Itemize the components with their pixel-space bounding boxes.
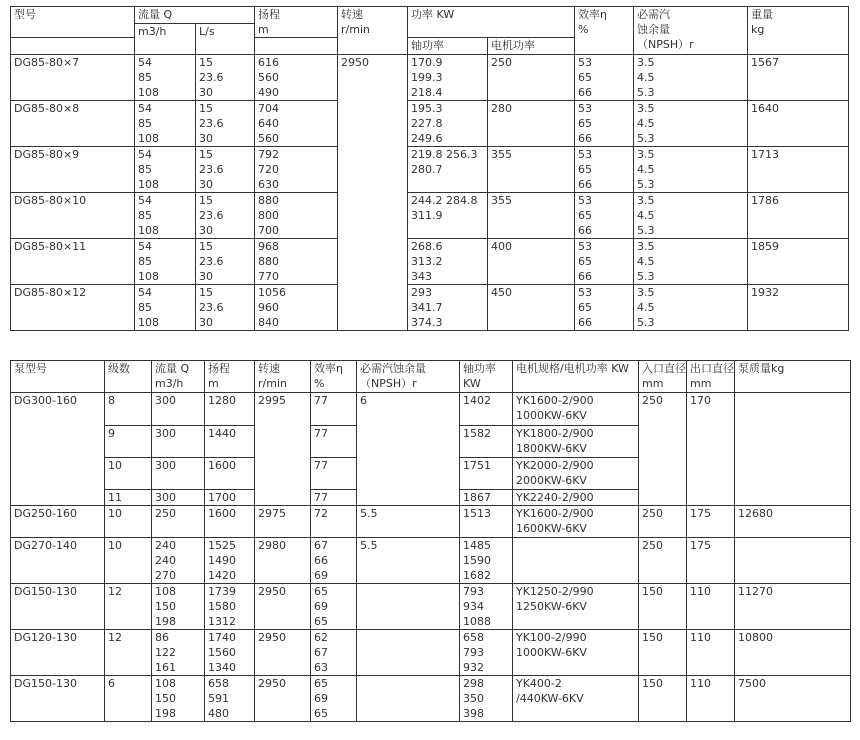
inlet-cell: 250 <box>639 506 687 538</box>
header-outlet: 出口直径 mm <box>687 361 735 393</box>
shaft-power-cell: 1582 <box>460 426 513 458</box>
npsh-cell: 5.5 <box>357 538 460 584</box>
stages-cell: 11 <box>105 490 152 506</box>
npsh-cell: 3.5 4.5 5.3 <box>634 101 748 147</box>
head-cell: 1600 <box>205 506 255 538</box>
efficiency-cell: 53 65 66 <box>575 101 634 147</box>
weight-cell: 1859 <box>748 239 849 285</box>
mass-cell: 11270 <box>735 584 851 630</box>
flow-m3h-cell: 54 85 108 <box>135 55 196 101</box>
shaft-power-cell: 1751 <box>460 458 513 490</box>
table-row <box>11 393 851 426</box>
outlet-cell: 110 <box>687 584 735 630</box>
table-row <box>11 630 851 676</box>
outlet-cell: 110 <box>687 630 735 676</box>
table-row <box>11 538 851 584</box>
speed-cell: 2995 <box>255 393 311 506</box>
header-efficiency: 效率η % <box>575 7 634 55</box>
flow-m3h-cell: 54 85 108 <box>135 101 196 147</box>
header-weight: 重量 kg <box>748 7 849 55</box>
flow-cell: 300 <box>152 393 205 426</box>
flow-m3h-cell: 54 85 108 <box>135 239 196 285</box>
mass-cell <box>735 538 851 584</box>
motor-power-cell: 355 <box>488 193 575 239</box>
inlet-cell: 250 <box>639 393 687 506</box>
table-row <box>11 193 849 239</box>
stages-cell: 10 <box>105 506 152 538</box>
speed-cell: 2950 <box>338 55 408 331</box>
speed-cell: 2950 <box>255 584 311 630</box>
head-cell: 1600 <box>205 458 255 490</box>
motor-power-cell: 355 <box>488 147 575 193</box>
flow-cell: 86 122 161 <box>152 630 205 676</box>
outlet-cell: 175 <box>687 506 735 538</box>
header-flow-m3h: m3/h <box>135 24 196 55</box>
table-row <box>11 584 851 630</box>
header-head: 扬程 m <box>255 7 338 38</box>
model-cell: DG85-80×11 <box>11 239 135 285</box>
shaft-power-cell: 293 341.7 374.3 <box>408 285 488 331</box>
model-cell: DG270-140 <box>11 538 105 584</box>
npsh-cell: 3.5 4.5 5.3 <box>634 285 748 331</box>
efficiency-cell: 72 <box>311 506 357 538</box>
model-cell: DG300-160 <box>11 393 105 506</box>
flow-ls-cell: 15 23.6 30 <box>196 101 255 147</box>
inlet-cell: 250 <box>639 538 687 584</box>
motor-cell: YK400-2 /440KW-6KV <box>513 676 639 722</box>
model-cell: DG150-130 <box>11 676 105 722</box>
weight-cell: 1640 <box>748 101 849 147</box>
flow-ls-cell: 15 23.6 30 <box>196 55 255 101</box>
header-motor-power: 电机功率 <box>488 38 575 55</box>
head-cell: 1056 960 840 <box>255 285 338 331</box>
speed-cell: 2980 <box>255 538 311 584</box>
header-row <box>11 361 851 393</box>
flow-ls-cell: 15 23.6 30 <box>196 193 255 239</box>
model-cell: DG85-80×7 <box>11 55 135 101</box>
table-row <box>11 676 851 722</box>
header-power: 功率 KW <box>408 7 575 38</box>
table-row <box>11 506 851 538</box>
npsh-cell <box>357 630 460 676</box>
flow-m3h-cell: 54 85 108 <box>135 193 196 239</box>
header-model: 泵型号 <box>11 361 105 393</box>
stages-cell: 8 <box>105 393 152 426</box>
header-head-spacer <box>255 38 338 55</box>
shaft-power-cell: 1513 <box>460 506 513 538</box>
motor-cell: YK1800-2/900 1800KW-6KV <box>513 426 639 458</box>
motor-cell: YK1600-2/900 1000KW-6KV <box>513 393 639 426</box>
flow-cell: 240 240 270 <box>152 538 205 584</box>
shaft-power-cell: 219.8 256.3 280.7 <box>408 147 488 193</box>
table-row <box>11 239 849 285</box>
npsh-cell: 3.5 4.5 5.3 <box>634 147 748 193</box>
weight-cell: 1786 <box>748 193 849 239</box>
shaft-power-cell: 244.2 284.8 311.9 <box>408 193 488 239</box>
shaft-power-cell: 658 793 932 <box>460 630 513 676</box>
inlet-cell: 150 <box>639 630 687 676</box>
header-head: 扬程 m <box>205 361 255 393</box>
weight-cell: 1567 <box>748 55 849 101</box>
header-efficiency: 效率η % <box>311 361 357 393</box>
outlet-cell: 110 <box>687 676 735 722</box>
header-speed: 转速 r/min <box>255 361 311 393</box>
speed-cell: 2950 <box>255 630 311 676</box>
model-cell: DG250-160 <box>11 506 105 538</box>
head-cell: 1700 <box>205 490 255 506</box>
npsh-cell <box>357 676 460 722</box>
stages-cell: 9 <box>105 426 152 458</box>
npsh-cell <box>357 584 460 630</box>
efficiency-cell: 77 <box>311 393 357 426</box>
shaft-power-cell: 170.9 199.3 218.4 <box>408 55 488 101</box>
motor-power-cell: 250 <box>488 55 575 101</box>
header-stages: 级数 <box>105 361 152 393</box>
header-npsh: 必需汽蚀余量 （NPSH）r <box>357 361 460 393</box>
motor-cell <box>513 538 639 584</box>
motor-cell: YK1600-2/900 1600KW-6KV <box>513 506 639 538</box>
header-inlet: 入口直径 mm <box>639 361 687 393</box>
table-row <box>11 147 849 193</box>
mass-cell: 7500 <box>735 676 851 722</box>
npsh-cell: 3.5 4.5 5.3 <box>634 239 748 285</box>
efficiency-cell: 53 65 66 <box>575 147 634 193</box>
stages-cell: 10 <box>105 538 152 584</box>
motor-power-cell: 280 <box>488 101 575 147</box>
flow-m3h-cell: 54 85 108 <box>135 147 196 193</box>
efficiency-cell: 53 65 66 <box>575 55 634 101</box>
head-cell: 968 880 770 <box>255 239 338 285</box>
npsh-cell: 5.5 <box>357 506 460 538</box>
motor-cell: YK2240-2/900 <box>513 490 639 506</box>
head-cell: 704 640 560 <box>255 101 338 147</box>
header-flow-ls: L/s <box>196 24 255 55</box>
flow-cell: 300 <box>152 490 205 506</box>
head-cell: 1280 <box>205 393 255 426</box>
header-flow: 流量 Q <box>135 7 255 24</box>
stages-cell: 10 <box>105 458 152 490</box>
flow-ls-cell: 15 23.6 30 <box>196 239 255 285</box>
motor-cell: YK2000-2/900 2000KW-6KV <box>513 458 639 490</box>
efficiency-cell: 77 <box>311 490 357 506</box>
model-cell: DG150-130 <box>11 584 105 630</box>
header-model-spacer <box>11 38 135 55</box>
stages-cell: 12 <box>105 584 152 630</box>
motor-cell: YK1250-2/990 1250KW-6KV <box>513 584 639 630</box>
efficiency-cell: 65 69 65 <box>311 584 357 630</box>
model-cell: DG85-80×9 <box>11 147 135 193</box>
stages-cell: 12 <box>105 630 152 676</box>
model-cell: DG85-80×8 <box>11 101 135 147</box>
mass-cell: 12680 <box>735 506 851 538</box>
head-cell: 880 800 700 <box>255 193 338 239</box>
efficiency-cell: 53 65 66 <box>575 285 634 331</box>
shaft-power-cell: 1402 <box>460 393 513 426</box>
efficiency-cell: 77 <box>311 458 357 490</box>
weight-cell: 1932 <box>748 285 849 331</box>
head-cell: 1525 1490 1420 <box>205 538 255 584</box>
flow-ls-cell: 15 23.6 30 <box>196 147 255 193</box>
efficiency-cell: 77 <box>311 426 357 458</box>
motor-power-cell: 450 <box>488 285 575 331</box>
header-speed: 转速 r/min <box>338 7 408 55</box>
pump-spec-table-dg85 <box>10 6 849 331</box>
mass-cell: 10800 <box>735 630 851 676</box>
outlet-cell: 170 <box>687 393 735 506</box>
model-cell: DG85-80×12 <box>11 285 135 331</box>
pump-spec-table-dg-large <box>10 360 851 722</box>
head-cell: 658 591 480 <box>205 676 255 722</box>
weight-cell: 1713 <box>748 147 849 193</box>
inlet-cell: 150 <box>639 584 687 630</box>
flow-cell: 108 150 198 <box>152 584 205 630</box>
speed-cell: 2950 <box>255 676 311 722</box>
npsh-cell: 6 <box>357 393 460 506</box>
motor-cell: YK100-2/990 1000KW-6KV <box>513 630 639 676</box>
model-cell: DG120-130 <box>11 630 105 676</box>
model-cell: DG85-80×10 <box>11 193 135 239</box>
shaft-power-cell: 793 934 1088 <box>460 584 513 630</box>
efficiency-cell: 62 67 63 <box>311 630 357 676</box>
head-cell: 616 560 490 <box>255 55 338 101</box>
flow-cell: 300 <box>152 458 205 490</box>
header-npsh: 必需汽 蚀余量 （NPSH）r <box>634 7 748 55</box>
stages-cell: 6 <box>105 676 152 722</box>
efficiency-cell: 67 66 69 <box>311 538 357 584</box>
speed-cell: 2975 <box>255 506 311 538</box>
head-cell: 1740 1560 1340 <box>205 630 255 676</box>
outlet-cell: 175 <box>687 538 735 584</box>
head-cell: 1739 1580 1312 <box>205 584 255 630</box>
flow-ls-cell: 15 23.6 30 <box>196 285 255 331</box>
head-cell: 792 720 630 <box>255 147 338 193</box>
flow-m3h-cell: 54 85 108 <box>135 285 196 331</box>
efficiency-cell: 65 69 65 <box>311 676 357 722</box>
table-row <box>11 55 849 101</box>
shaft-power-cell: 1867 <box>460 490 513 506</box>
header-motor: 电机规格/电机功率 KW <box>513 361 639 393</box>
npsh-cell: 3.5 4.5 5.3 <box>634 193 748 239</box>
motor-power-cell: 400 <box>488 239 575 285</box>
header-shaft-power: 轴功率 KW <box>460 361 513 393</box>
shaft-power-cell: 298 350 398 <box>460 676 513 722</box>
flow-cell: 108 150 198 <box>152 676 205 722</box>
efficiency-cell: 53 65 66 <box>575 239 634 285</box>
header-flow: 流量 Q m3/h <box>152 361 205 393</box>
shaft-power-cell: 268.6 313.2 343 <box>408 239 488 285</box>
shaft-power-cell: 1485 1590 1682 <box>460 538 513 584</box>
header-model: 型号 <box>11 7 135 38</box>
mass-cell <box>735 393 851 506</box>
efficiency-cell: 53 65 66 <box>575 193 634 239</box>
table-row <box>11 101 849 147</box>
header-shaft-power: 轴功率 <box>408 38 488 55</box>
head-cell: 1440 <box>205 426 255 458</box>
flow-cell: 250 <box>152 506 205 538</box>
header-mass: 泵质量kg <box>735 361 851 393</box>
flow-cell: 300 <box>152 426 205 458</box>
shaft-power-cell: 195.3 227.8 249.6 <box>408 101 488 147</box>
inlet-cell: 150 <box>639 676 687 722</box>
npsh-cell: 3.5 4.5 5.3 <box>634 55 748 101</box>
table-row <box>11 285 849 331</box>
